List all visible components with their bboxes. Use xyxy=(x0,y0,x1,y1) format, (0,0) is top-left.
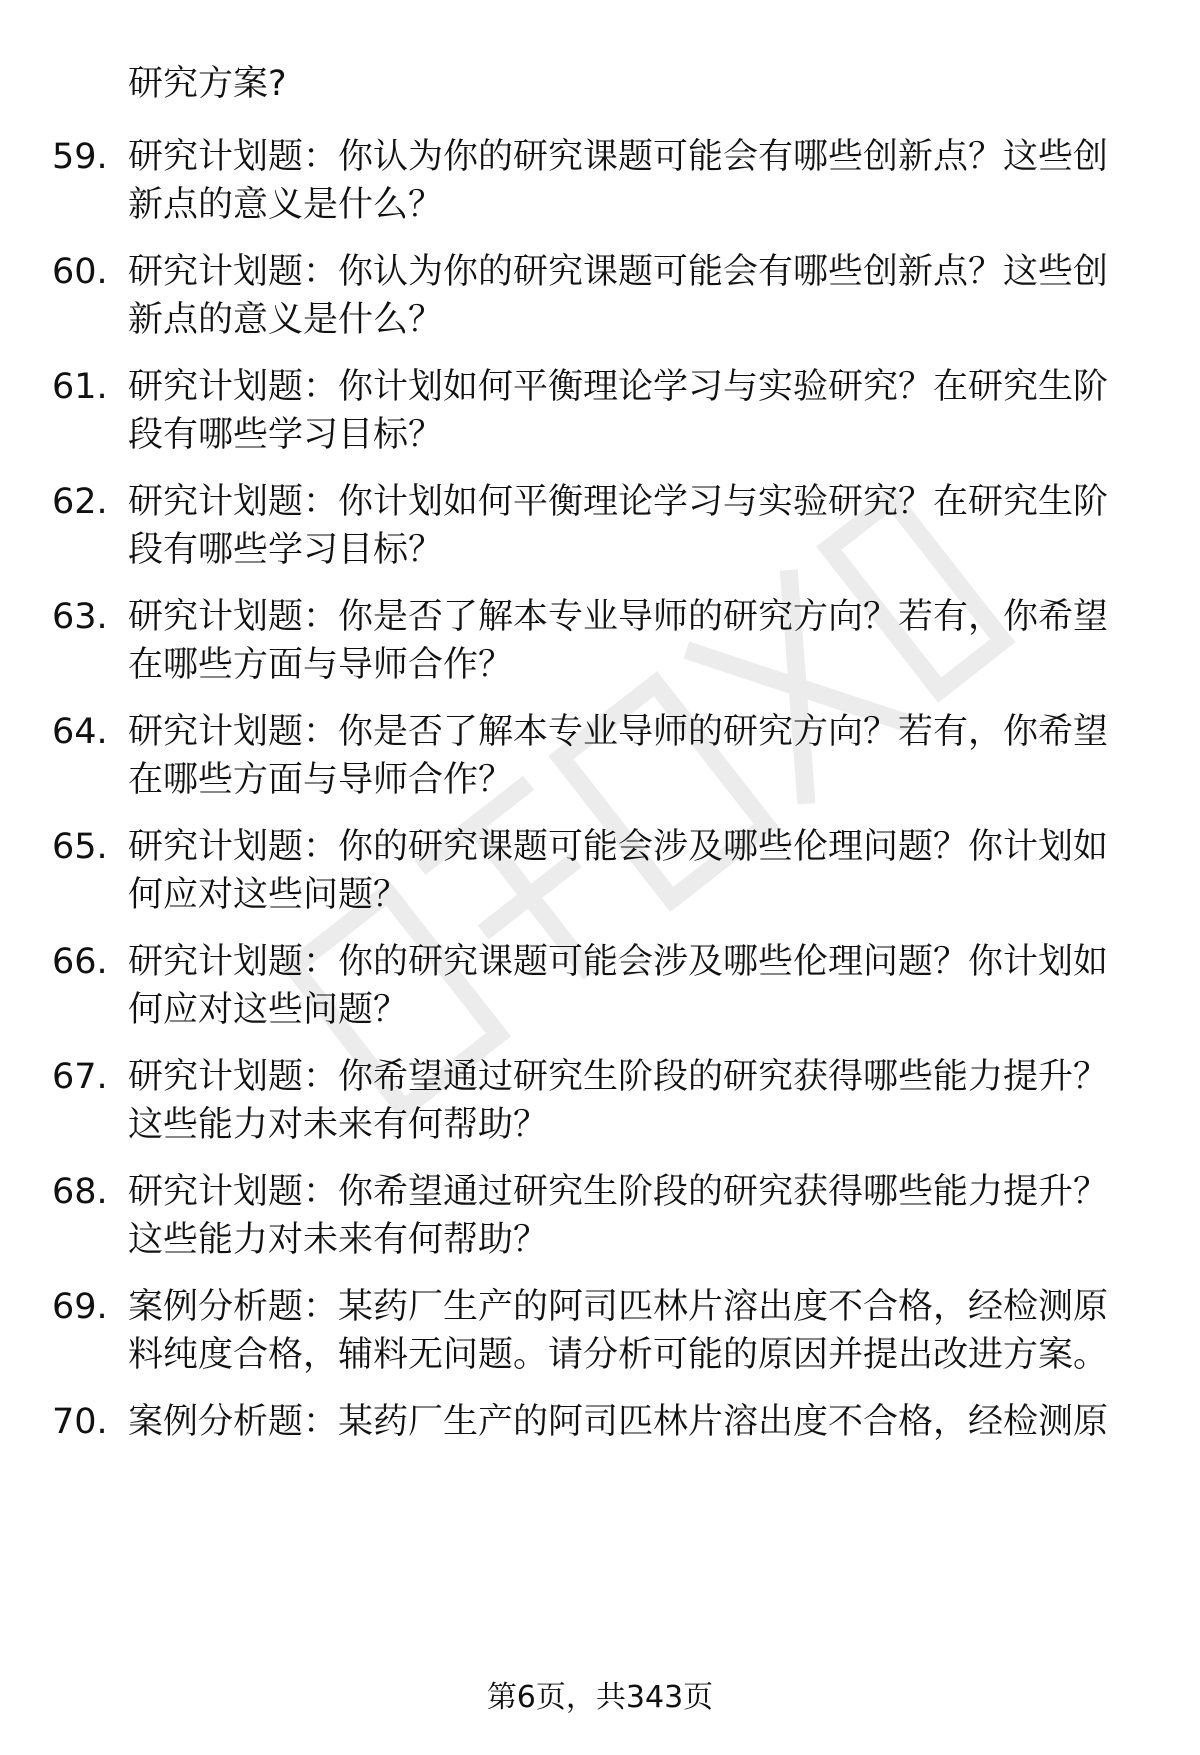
question-item xyxy=(0,1168,1200,1268)
question-item xyxy=(0,593,1200,693)
question-text-line: 案例分析题：某药厂生产的阿司匹林片溶出度不合格，经检测原 xyxy=(128,1287,1109,1327)
question-item xyxy=(0,478,1200,578)
question-text-line: 这些能力对未来有何帮助？ xyxy=(128,1105,549,1145)
question-item xyxy=(0,1283,1200,1383)
question-text-line: 研究计划题：你希望通过研究生阶段的研究获得哪些能力提升？ xyxy=(128,1057,1109,1097)
question-item xyxy=(0,133,1200,233)
question-text-line: 段有哪些学习目标？ xyxy=(128,530,444,570)
question-item xyxy=(0,1053,1200,1153)
question-text-line: 案例分析题：某药厂生产的阿司匹林片溶出度不合格，经检测原 xyxy=(128,1402,1109,1442)
question-text-line: 研究计划题：你认为你的研究课题可能会有哪些创新点？这些创 xyxy=(128,252,1109,292)
question-number: 61. xyxy=(52,367,108,407)
question-number: 69. xyxy=(52,1287,108,1327)
question-number: 65. xyxy=(52,827,108,867)
question-number: 63. xyxy=(52,597,108,637)
question-text-line: 这些能力对未来有何帮助？ xyxy=(128,1220,549,1260)
question-text-line: 研究计划题：你认为你的研究课题可能会有哪些创新点？这些创 xyxy=(128,137,1109,177)
question-text-line: 段有哪些学习目标？ xyxy=(128,415,444,455)
question-text-line: 料纯度合格，辅料无问题。请分析可能的原因并提出改进方案。 xyxy=(128,1335,1109,1375)
question-item xyxy=(0,1398,1200,1498)
question-text-line: 在哪些方面与导师合作？ xyxy=(128,645,514,685)
question-text-line: 何应对这些问题？ xyxy=(128,990,409,1030)
question-number: 62. xyxy=(52,482,108,522)
question-text-line: 在哪些方面与导师合作？ xyxy=(128,760,514,800)
page-number-footer: 第6页，共343页 xyxy=(486,1680,714,1715)
question-text-line: 研究计划题：你计划如何平衡理论学习与实验研究？在研究生阶 xyxy=(128,367,1109,407)
question-number: 68. xyxy=(52,1172,108,1212)
question-text-line: 研究计划题：你的研究课题可能会涉及哪些伦理问题？你计划如 xyxy=(128,827,1109,867)
question-item xyxy=(0,708,1200,808)
question-text-line: 研究计划题：你是否了解本专业导师的研究方向？若有，你希望 xyxy=(128,597,1109,637)
question-text-line: 研究计划题：你希望通过研究生阶段的研究获得哪些能力提升？ xyxy=(128,1172,1109,1212)
continuation-text: 研究方案? xyxy=(128,64,287,104)
question-number: 67. xyxy=(52,1057,108,1097)
question-text-line: 何应对这些问题？ xyxy=(128,875,409,915)
question-item xyxy=(0,938,1200,1038)
question-number: 66. xyxy=(52,942,108,982)
question-text-line: 研究计划题：你是否了解本专业导师的研究方向？若有，你希望 xyxy=(128,712,1109,752)
question-text-line: 研究计划题：你的研究课题可能会涉及哪些伦理问题？你计划如 xyxy=(128,942,1109,982)
question-item xyxy=(0,248,1200,348)
question-text-line: 新点的意义是什么？ xyxy=(128,185,444,225)
question-item xyxy=(0,363,1200,463)
question-number: 70. xyxy=(52,1402,108,1442)
question-number: 64. xyxy=(52,712,108,752)
question-number: 59. xyxy=(52,137,108,177)
question-number: 60. xyxy=(52,252,108,292)
question-text-line: 新点的意义是什么？ xyxy=(128,300,444,340)
question-text-line: 研究计划题：你计划如何平衡理论学习与实验研究？在研究生阶 xyxy=(128,482,1109,522)
question-item xyxy=(0,823,1200,923)
